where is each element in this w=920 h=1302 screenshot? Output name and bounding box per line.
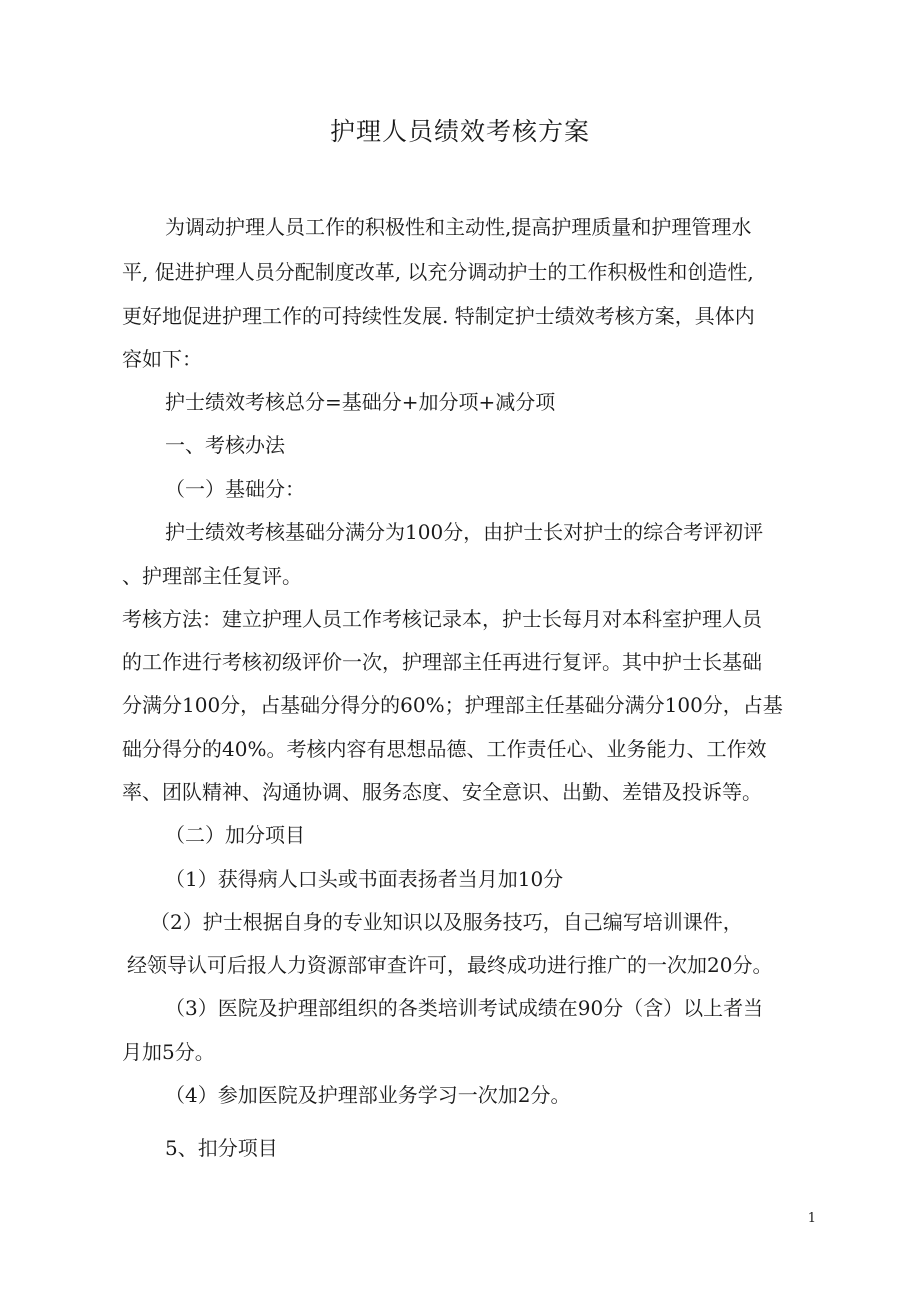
intro-line-2: 平, 促进护理人员分配制度改革, 以充分调动护士的工作积极性和创造性, <box>122 260 754 284</box>
total-score-formula: 护士绩效考核总分=基础分+加分项+减分项 <box>165 390 556 414</box>
intro-line-4: 容如下： <box>122 347 202 371</box>
method-line-2: 的工作进行考核初级评价一次，护理部主任再进行复评。其中护士长基础 <box>122 650 762 674</box>
bonus-item-1: （1）获得病人口头或书面表扬者当月加10分 <box>165 867 564 891</box>
basic-score-line-2: 、护理部主任复评。 <box>122 564 302 588</box>
method-line-4: 础分得分的40%。考核内容有思想品德、工作责任心、业务能力、工作效 <box>122 737 767 761</box>
bonus-item-3-line-1: （3）医院及护理部组织的各类培训考试成绩在90分（含）以上者当 <box>165 996 764 1020</box>
page-title: 护理人员绩效考核方案 <box>329 117 590 146</box>
basic-score-line-1: 护士绩效考核基础分满分为100分，由护士长对护士的综合考评初评 <box>165 520 764 544</box>
page-number: 1 <box>807 1211 816 1226</box>
bonus-item-4: （4）参加医院及护理部业务学习一次加2分。 <box>165 1083 571 1107</box>
bonus-item-2-line-2: 经领导认可后报人力资源部审查许可，最终成功进行推广的一次加20分。 <box>127 953 773 977</box>
method-line-5: 率、团队精神、沟通协调、服务态度、安全意识、出勤、差错及投诉等。 <box>122 780 762 804</box>
method-line-1: 考核方法：建立护理人员工作考核记录本，护士长每月对本科室护理人员 <box>122 607 762 631</box>
bonus-item-3-line-2: 月加5分。 <box>122 1040 215 1064</box>
subsection-heading-basic: （一）基础分： <box>165 477 305 501</box>
intro-line-3: 更好地促进护理工作的可持续性发展. 特制定护士绩效考核方案，具体内 <box>122 304 755 328</box>
bonus-item-2-line-1: （2）护士根据自身的专业知识以及服务技巧，自己编写培训课件， <box>150 910 743 934</box>
subsection-heading-bonus: （二）加分项目 <box>165 823 305 847</box>
section-heading-1: 一、考核办法 <box>165 433 285 457</box>
method-line-3: 分满分100分，占基础分得分的60%；护理部主任基础分满分100分，占基 <box>122 693 783 717</box>
section-heading-deduction: 5、扣分项目 <box>165 1136 278 1160</box>
intro-line-1: 为调动护理人员工作的积极性和主动性,提高护理质量和护理管理水 <box>165 215 752 239</box>
